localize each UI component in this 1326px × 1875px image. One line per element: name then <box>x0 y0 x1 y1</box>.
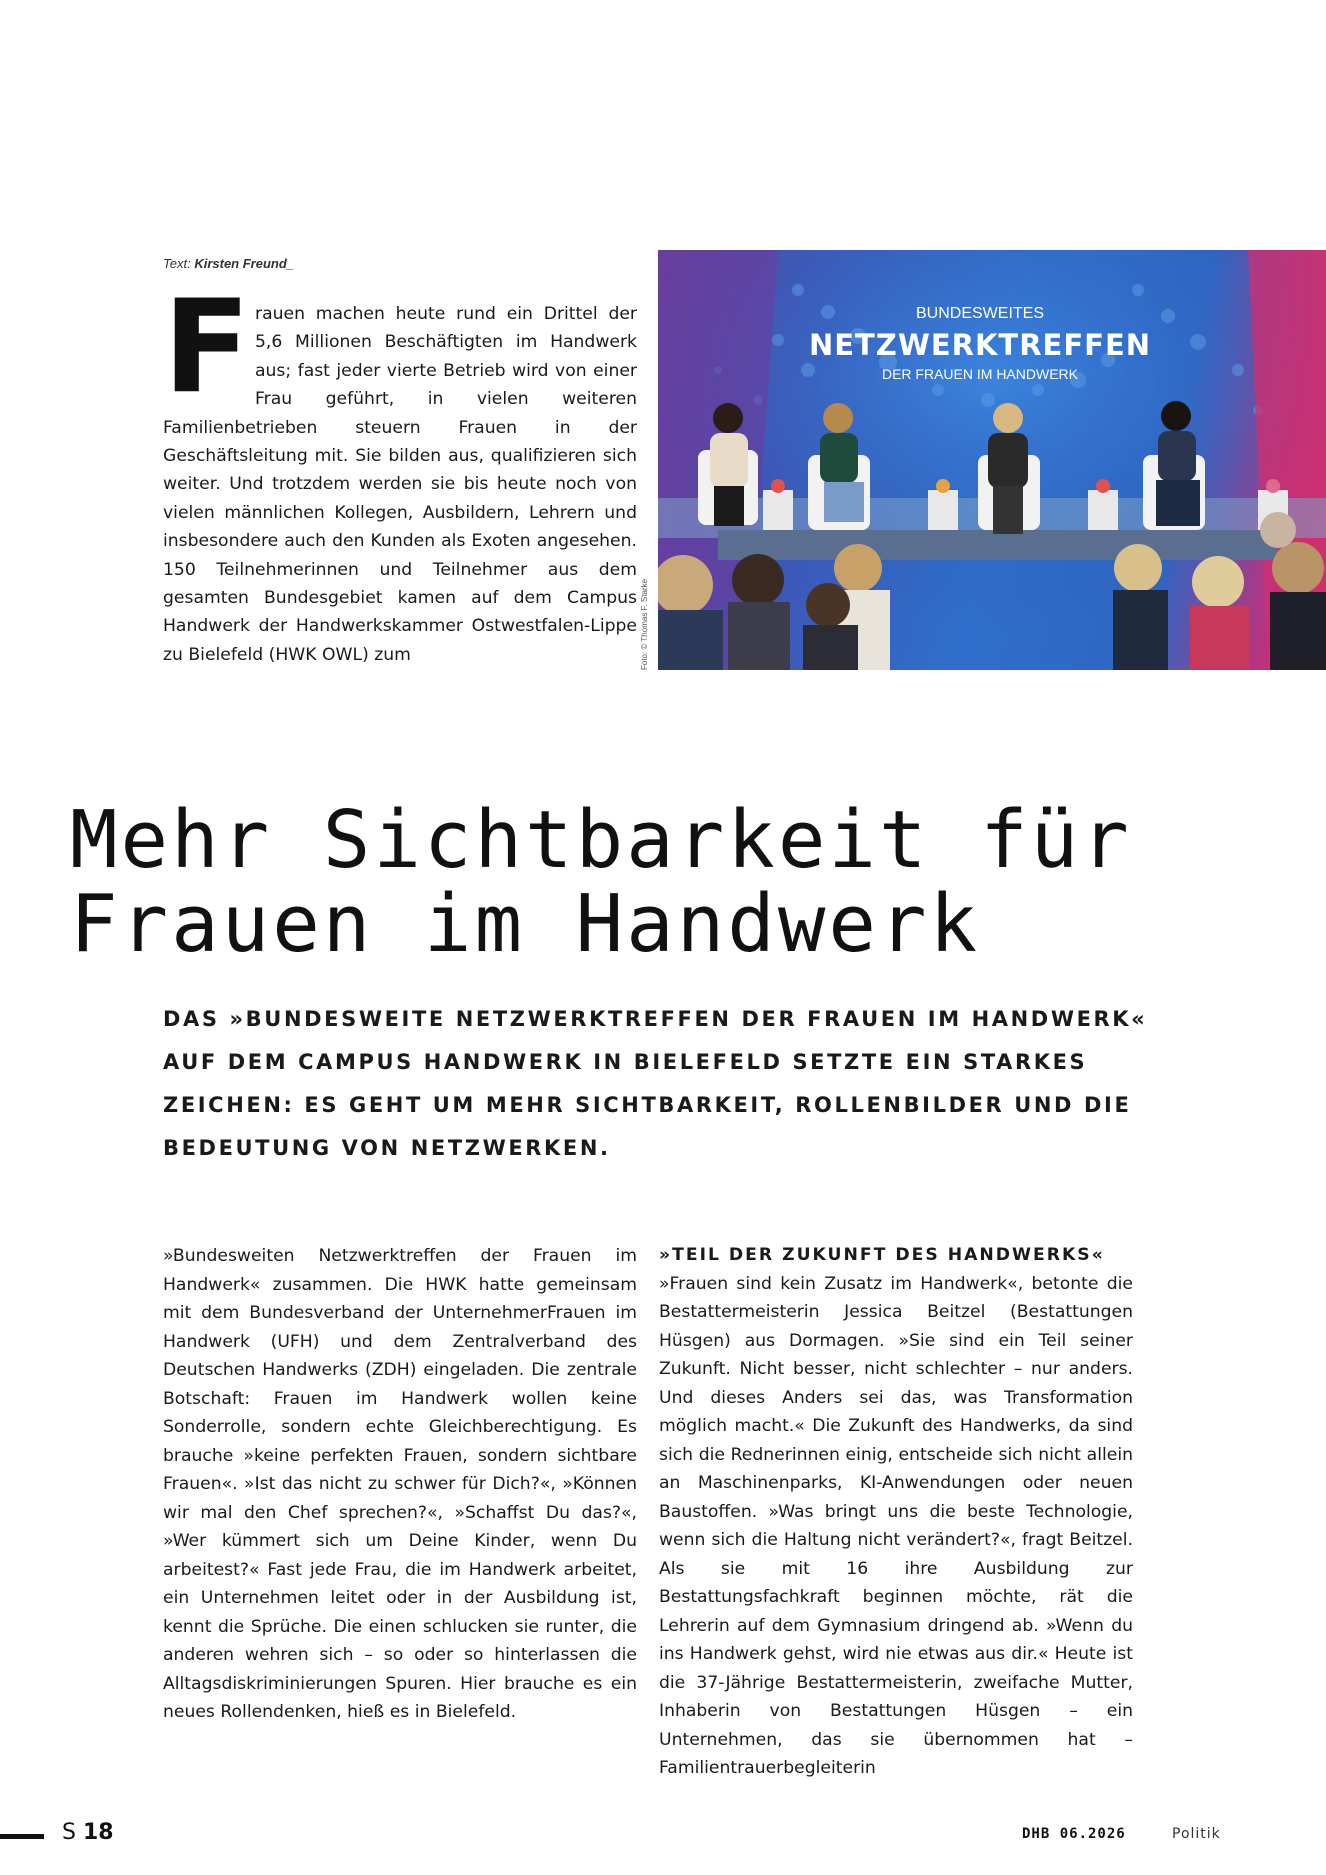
section-label: Politik <box>1172 1826 1221 1842</box>
body-column-right <box>659 1241 1133 1783</box>
subhead: »TEIL DER ZUKUNFT DES HANDWERKS« <box>659 1245 1105 1265</box>
page-prefix: S <box>62 1820 83 1845</box>
event-photo-illustration <box>658 250 1326 670</box>
banner-line1: BUNDESWEITES <box>915 305 1045 322</box>
body-column-left <box>163 1242 637 1727</box>
byline-author: Kirsten Freund_ <box>194 256 295 271</box>
headline-line2: Frauen im Handwerk <box>70 878 981 970</box>
byline <box>163 256 294 271</box>
drop-cap: F <box>163 273 247 422</box>
page-number-value: 18 <box>82 1820 114 1845</box>
intro-paragraph <box>163 273 637 669</box>
event-photo <box>658 250 1326 670</box>
byline-prefix: Text: <box>163 256 195 271</box>
footer-rule <box>0 1834 44 1839</box>
lead-paragraph: DAS »BUNDESWEITE NETZWERKTREFFEN DER FRAUEN IM HANDWERK« AUF DEM CAMPUS HANDWERK IN BIELEFELD SETZTE EIN STARKES ZEICHEN: ES GEHT UM MEHR SICHTBARKEIT, ROLLENBILDER UND DIE BEDEUTUNG VON NETZWERKEN. <box>163 1007 1148 1160</box>
body-right-text: »Frauen sind kein Zusatz im Handwerk«, betonte die Bestattermeisterin Jessica Beitzel (Bestattungen Hüsgen) aus Dormagen. »Sie sind ein Teil seiner Zukunft. Nicht besser, nicht schlechter – nur anders. Und dieses Anders sei das, was Transformation möglich macht.« Die Zukunft des Handwerks, da sind sich die Rednerinnen einig, entscheide sich nicht allein an Maschinenparks, KI-Anwendungen oder neuen Baustoffen. »Was bringt uns die beste Technologie, wenn sich die Haltung nicht verändert?«, fragt Beitzel. Als sie mit 16 ihre Ausbildung zur Bestattungsfachkraft beginnen möchte, rät die Lehrerin auf dem Gymnasium dringend ab. »Wenn du ins Handwerk gehst, wird nie etwas aus dir.« Heute ist die 37-Jährige Bestattermeisterin, zweifache Mutter, Inhaberin von Bestattungen Hüsgen – ein Unternehmen, das sie übernommen hat – Familientrauerbegleiterin <box>659 1273 1133 1778</box>
headline <box>70 794 1300 970</box>
headline-line1: Mehr Sichtbarkeit für <box>70 794 1132 886</box>
banner-line3: DER FRAUEN IM HANDWERK <box>881 366 1079 382</box>
banner-line2: NETZWERKTREFFEN <box>808 328 1152 362</box>
intro-text: rauen machen heute rund ein Drittel der 5,6 Millionen Beschäftigten im Handwerk aus; fast jeder vierte Betrieb wird von einer Frau geführt, in vielen weiteren Familienbetrieben steuern Frauen in der Geschäftsleitung mit. Sie bilden aus, qualifizieren sich weiter. Und trotzdem werden sie bis heute noch von vielen männlichen Kollegen, Ausbildern, Lehrern und insbesondere auch den Kunden als Exoten angesehen. 150 Teilnehmerinnen und Teilnehmer aus dem gesamten Bundesgebiet kamen auf dem Campus Handwerk der Handwerkskammer Ostwestfalen-Lippe zu Bielefeld (HWK OWL) zum <box>163 304 637 665</box>
body-left-text: »Bundesweiten Netzwerktreffen der Frauen im Handwerk« zusammen. Die HWK hatte gemeinsam mit dem Bundesverband der UnternehmerFrauen im Handwerk (UFH) und dem Zentralverband des Deutschen Handwerks (ZDH) eingeladen. Die zentrale Botschaft: Frauen im Handwerk wollen keine Sonderrolle, sondern echte Gleichberechtigung. Es brauche »keine perfekten Frauen, sondern sichtbare Frauen«. »Ist das nicht zu schwer für Dich?«, »Können wir mal den Chef sprechen?«, »Schaffst Du das?«, »Wer kümmert sich um Deine Kinder, wenn Du arbeitest?« Fast jede Frau, die im Handwerk arbeitet, ein Unternehmen leitet oder in der Ausbildung ist, kennt die Sprüche. Die einen schlucken sie runter, die anderen wehren sich – so oder so hinterlassen die Alltagsdiskriminierungen Spuren. Hier brauche es ein neues Rollendenken, hieß es in Bielefeld. <box>163 1246 637 1722</box>
photo-credit: Foto: © Thomas F. Starke <box>640 578 649 670</box>
issue-label: DHB 06.2026 <box>1022 1826 1126 1842</box>
page-number <box>62 1820 114 1845</box>
